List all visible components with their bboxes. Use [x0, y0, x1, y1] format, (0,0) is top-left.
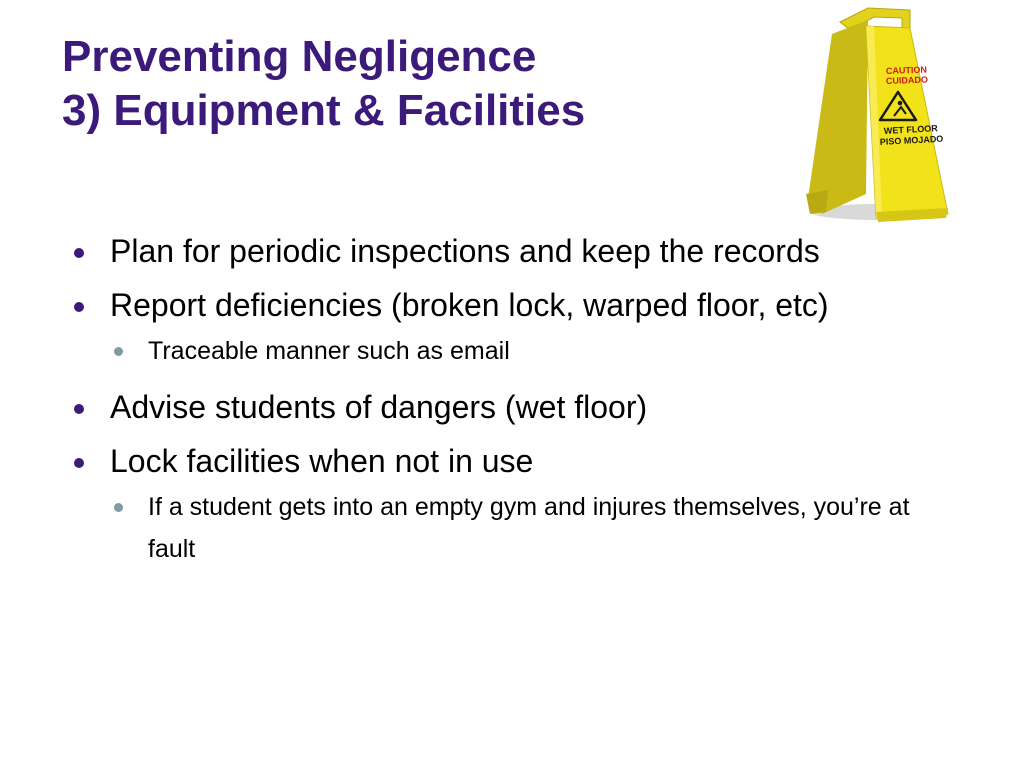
list-item [70, 384, 950, 430]
title-line-1: Preventing Negligence [62, 32, 537, 81]
list-item [70, 282, 950, 328]
sign-cuidado-text: CUIDADO [885, 74, 929, 86]
slide-title [62, 30, 762, 138]
bullet-icon [74, 404, 84, 414]
sign-piso-mojado-text: PISO MOJADO [879, 133, 944, 147]
bullet-icon [74, 458, 84, 468]
bullet-list [70, 228, 950, 582]
list-item [70, 438, 950, 484]
list-item-text: Advise students of dangers (wet floor) [110, 389, 648, 425]
sub-list-item-text: If a student gets into an empty gym and injures themselves, you’re at fault [148, 493, 910, 563]
sub-list-item [70, 330, 950, 372]
sub-list-item [70, 486, 950, 570]
bullet-icon [74, 248, 84, 258]
wet-floor-sign-icon [770, 4, 950, 229]
list-item-text: Plan for periodic inspections and keep the records [110, 233, 820, 269]
list-item-text: Lock facilities when not in use [110, 443, 534, 479]
sub-bullet-icon [114, 347, 123, 356]
title-line-2: 3) Equipment & Facilities [62, 86, 586, 135]
sub-bullet-icon [114, 503, 123, 512]
bullet-icon [74, 302, 84, 312]
sign-caution-text: CAUTION [885, 64, 928, 76]
sign-wet-floor-text: WET FLOOR [883, 123, 939, 136]
list-item-text: Report deficiencies (broken lock, warped floor, etc) [110, 287, 829, 323]
list-item [70, 228, 950, 274]
sub-list-item-text: Traceable manner such as email [148, 337, 510, 365]
